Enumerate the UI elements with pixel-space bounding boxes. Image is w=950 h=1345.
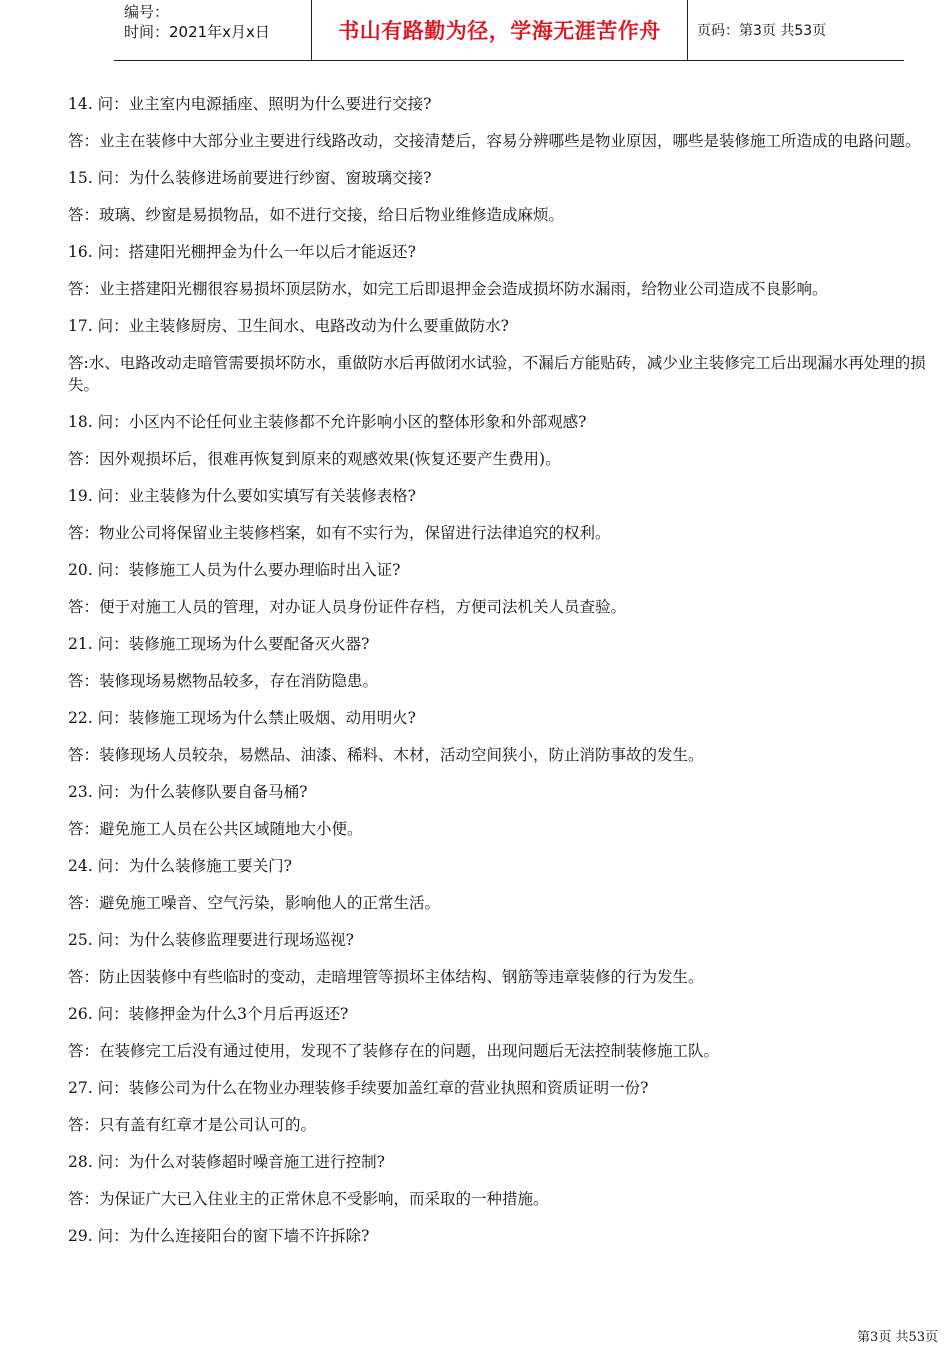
page-footer: 第3页 共53页 — [857, 1330, 938, 1345]
answer-19: 答：物业公司将保留业主装修档案，如有不实行为，保留进行法律追究的权利。 — [68, 524, 611, 542]
question-24: 24. 问：为什么装修施工要关门? — [68, 857, 292, 875]
question-23: 23. 问：为什么装修队要自备马桶? — [68, 783, 308, 801]
question-21: 21. 问：装修施工现场为什么要配备灭火器? — [68, 635, 370, 653]
question-28: 28. 问：为什么对装修超时噪音施工进行控制? — [68, 1153, 385, 1171]
answer-18: 答：因外观损坏后，很难再恢复到原来的观感效果(恢复还要产生费用)。 — [68, 450, 561, 468]
time-label: 时间：2021年x月x日 — [124, 23, 270, 41]
question-27: 27. 问：装修公司为什么在物业办理装修手续要加盖红章的营业执照和资质证明一份? — [68, 1079, 649, 1097]
question-17: 17. 问：业主装修厨房、卫生间水、电路改动为什么要重做防水? — [68, 317, 509, 335]
answer-15: 答：玻璃、纱窗是易损物品，如不进行交接，给日后物业维修造成麻烦。 — [68, 206, 565, 224]
answer-24: 答：避免施工噪音、空气污染，影响他人的正常生活。 — [68, 894, 441, 912]
answer-27: 答：只有盖有红章才是公司认可的。 — [68, 1116, 317, 1134]
question-16: 16. 问：搭建阳光棚押金为什么一年以后才能返还? — [68, 243, 416, 261]
header-motto: 书山有路勤为径，学海无涯苦作舟 — [312, 0, 688, 60]
question-29: 29. 问：为什么连接阳台的窗下墙不许拆除? — [68, 1227, 370, 1245]
answer-26: 答：在装修完工后没有通过使用，发现不了装修存在的问题，出现问题后无法控制装修施工队。 — [68, 1042, 720, 1060]
header-page-number: 页码：第3页 共53页 — [697, 23, 827, 39]
qa-list — [68, 93, 948, 1262]
answer-22: 答：装修现场人员较杂，易燃品、油漆、稀料、木材，活动空间狭小，防止消防事故的发生。 — [68, 746, 704, 764]
question-18: 18. 问：小区内不论任何业主装修都不允许影响小区的整体形象和外部观感? — [68, 413, 587, 431]
answer-20: 答：便于对施工人员的管理，对办证人员身份证件存档，方便司法机关人员查验。 — [68, 598, 627, 616]
question-26: 26. 问：装修押金为什么3个月后再返还? — [68, 1005, 349, 1023]
answer-21: 答：装修现场易燃物品较多，存在消防隐患。 — [68, 672, 379, 690]
answer-28: 答：为保证广大已入住业主的正常休息不受影响，而采取的一种措施。 — [68, 1190, 549, 1208]
question-25: 25. 问：为什么装修监理要进行现场巡视? — [68, 931, 354, 949]
header-meta — [114, 0, 312, 60]
answer-23: 答：避免施工人员在公共区域随地大小便。 — [68, 820, 363, 838]
page-header — [114, 0, 904, 61]
answer-14: 答：业主在装修中大部分业主要进行线路改动，交接清楚后，容易分辨哪些是物业原因，哪些是装修施工所造成的电路问题。 — [68, 132, 921, 150]
number-label: 编号： — [124, 3, 170, 21]
question-22: 22. 问：装修施工现场为什么禁止吸烟、动用明火? — [68, 709, 416, 727]
answer-25: 答：防止因装修中有些临时的变动，走暗埋管等损坏主体结构、钢筋等违章装修的行为发生。 — [68, 968, 704, 986]
question-15: 15. 问：为什么装修进场前要进行纱窗、窗玻璃交接? — [68, 169, 432, 187]
question-20: 20. 问：装修施工人员为什么要办理临时出入证? — [68, 561, 401, 579]
answer-16: 答：业主搭建阳光棚很容易损坏顶层防水，如完工后即退押金会造成损坏防水漏雨，给物业公司造成不良影响。 — [68, 280, 828, 298]
question-19: 19. 问：业主装修为什么要如实填写有关装修表格? — [68, 487, 416, 505]
question-14: 14. 问：业主室内电源插座、照明为什么要进行交接? — [68, 95, 432, 113]
answer-17: 答:水、电路改动走暗管需要损坏防水，重做防水后再做闭水试验，不漏后方能贴砖，减少业主装修完工后出现漏水再处理的损失。 — [68, 354, 926, 394]
